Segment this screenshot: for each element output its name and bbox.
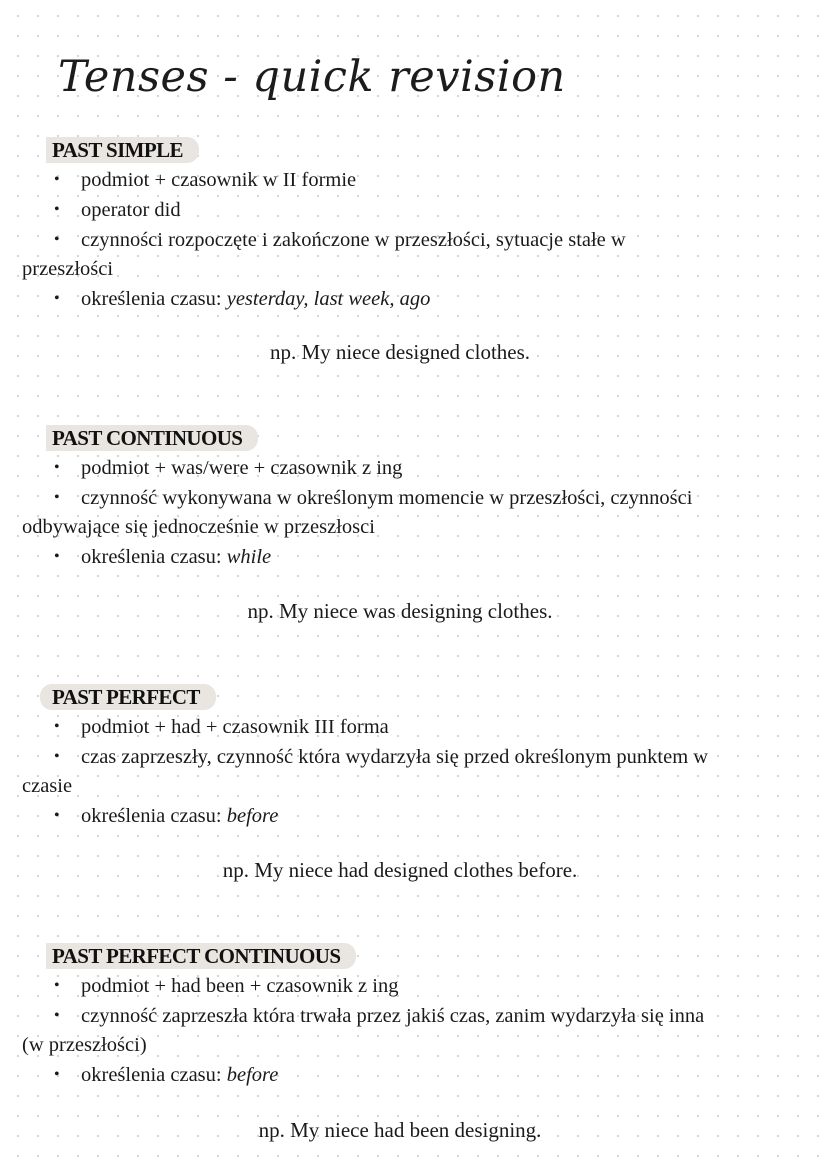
- wrapped-line: (w przeszłości): [22, 1034, 147, 1056]
- bullet-icon: •: [54, 718, 60, 735]
- bullet-list: [0, 453, 828, 572]
- bullet-icon: •: [54, 548, 60, 565]
- list-item: • podmiot + had been + czasownik z ing: [0, 971, 828, 1001]
- time-expressions: yesterday, last week, ago: [226, 288, 431, 310]
- list-item: • czynność wykonywana w określonym momencie w przeszłości, czynności odbywające się jednocześnie w przeszłosci: [0, 483, 828, 542]
- list-item: • podmiot + had + czasownik III forma: [0, 712, 828, 742]
- list-item: • czas zaprzeszły, czynność która wydarzyła się przed określonym punktem w czasie: [0, 742, 828, 801]
- time-expressions: while: [226, 546, 272, 568]
- section-heading: PAST PERFECT: [40, 684, 216, 710]
- bullet-icon: •: [54, 201, 60, 218]
- bullet-list: [0, 712, 828, 831]
- wrapped-line: czasie: [22, 775, 73, 797]
- bullet-icon: •: [54, 1066, 60, 1083]
- bullet-icon: •: [54, 489, 60, 506]
- bullet-icon: •: [54, 977, 60, 994]
- bullet-list: [0, 971, 828, 1090]
- page-title: Tenses - quick revision: [58, 52, 566, 102]
- wrapped-line: odbywające się jednocześnie w przeszłosci: [22, 516, 375, 538]
- section-heading: PAST CONTINUOUS: [46, 425, 258, 451]
- list-item: • czynności rozpoczęte i zakończone w przeszłości, sytuacje stałe w przeszłości: [0, 225, 828, 284]
- list-item: • określenia czasu: before: [0, 801, 828, 831]
- list-item: • określenia czasu: before: [0, 1060, 828, 1090]
- list-item: • czynność zaprzeszła która trwała przez jakiś czas, zanim wydarzyła się inna (w przeszłości): [0, 1001, 828, 1060]
- bullet-icon: •: [54, 171, 60, 188]
- bullet-icon: •: [54, 290, 60, 307]
- bullet-icon: •: [54, 748, 60, 765]
- list-item: • określenia czasu: yesterday, last week, ago: [0, 284, 828, 314]
- section-past-continuous: [0, 425, 828, 572]
- example-sentence: np. My niece designed clothes.: [269, 340, 531, 364]
- time-expressions: before: [226, 1064, 279, 1086]
- list-item: • podmiot + czasownik w II formie: [0, 165, 828, 195]
- list-item: • operator did: [0, 195, 828, 225]
- section-past-perfect: [0, 684, 828, 831]
- example-sentence: np. My niece had been designing.: [258, 1118, 542, 1142]
- time-expressions: before: [226, 805, 279, 827]
- bullet-list: [0, 165, 828, 314]
- section-past-simple: [0, 137, 828, 314]
- list-item: • określenia czasu: while: [0, 542, 828, 572]
- example-sentence: np. My niece was designing clothes.: [247, 599, 553, 623]
- section-past-perfect-continuous: [0, 943, 828, 1090]
- section-heading: PAST SIMPLE: [46, 137, 199, 163]
- section-heading: PAST PERFECT CONTINUOUS: [46, 943, 356, 969]
- wrapped-line: przeszłości: [22, 258, 114, 280]
- example-sentence: np. My niece had designed clothes before.: [222, 858, 578, 882]
- bullet-icon: •: [54, 807, 60, 824]
- bullet-icon: •: [54, 1007, 60, 1024]
- bullet-icon: •: [54, 459, 60, 476]
- bullet-icon: •: [54, 231, 60, 248]
- list-item: • podmiot + was/were + czasownik z ing: [0, 453, 828, 483]
